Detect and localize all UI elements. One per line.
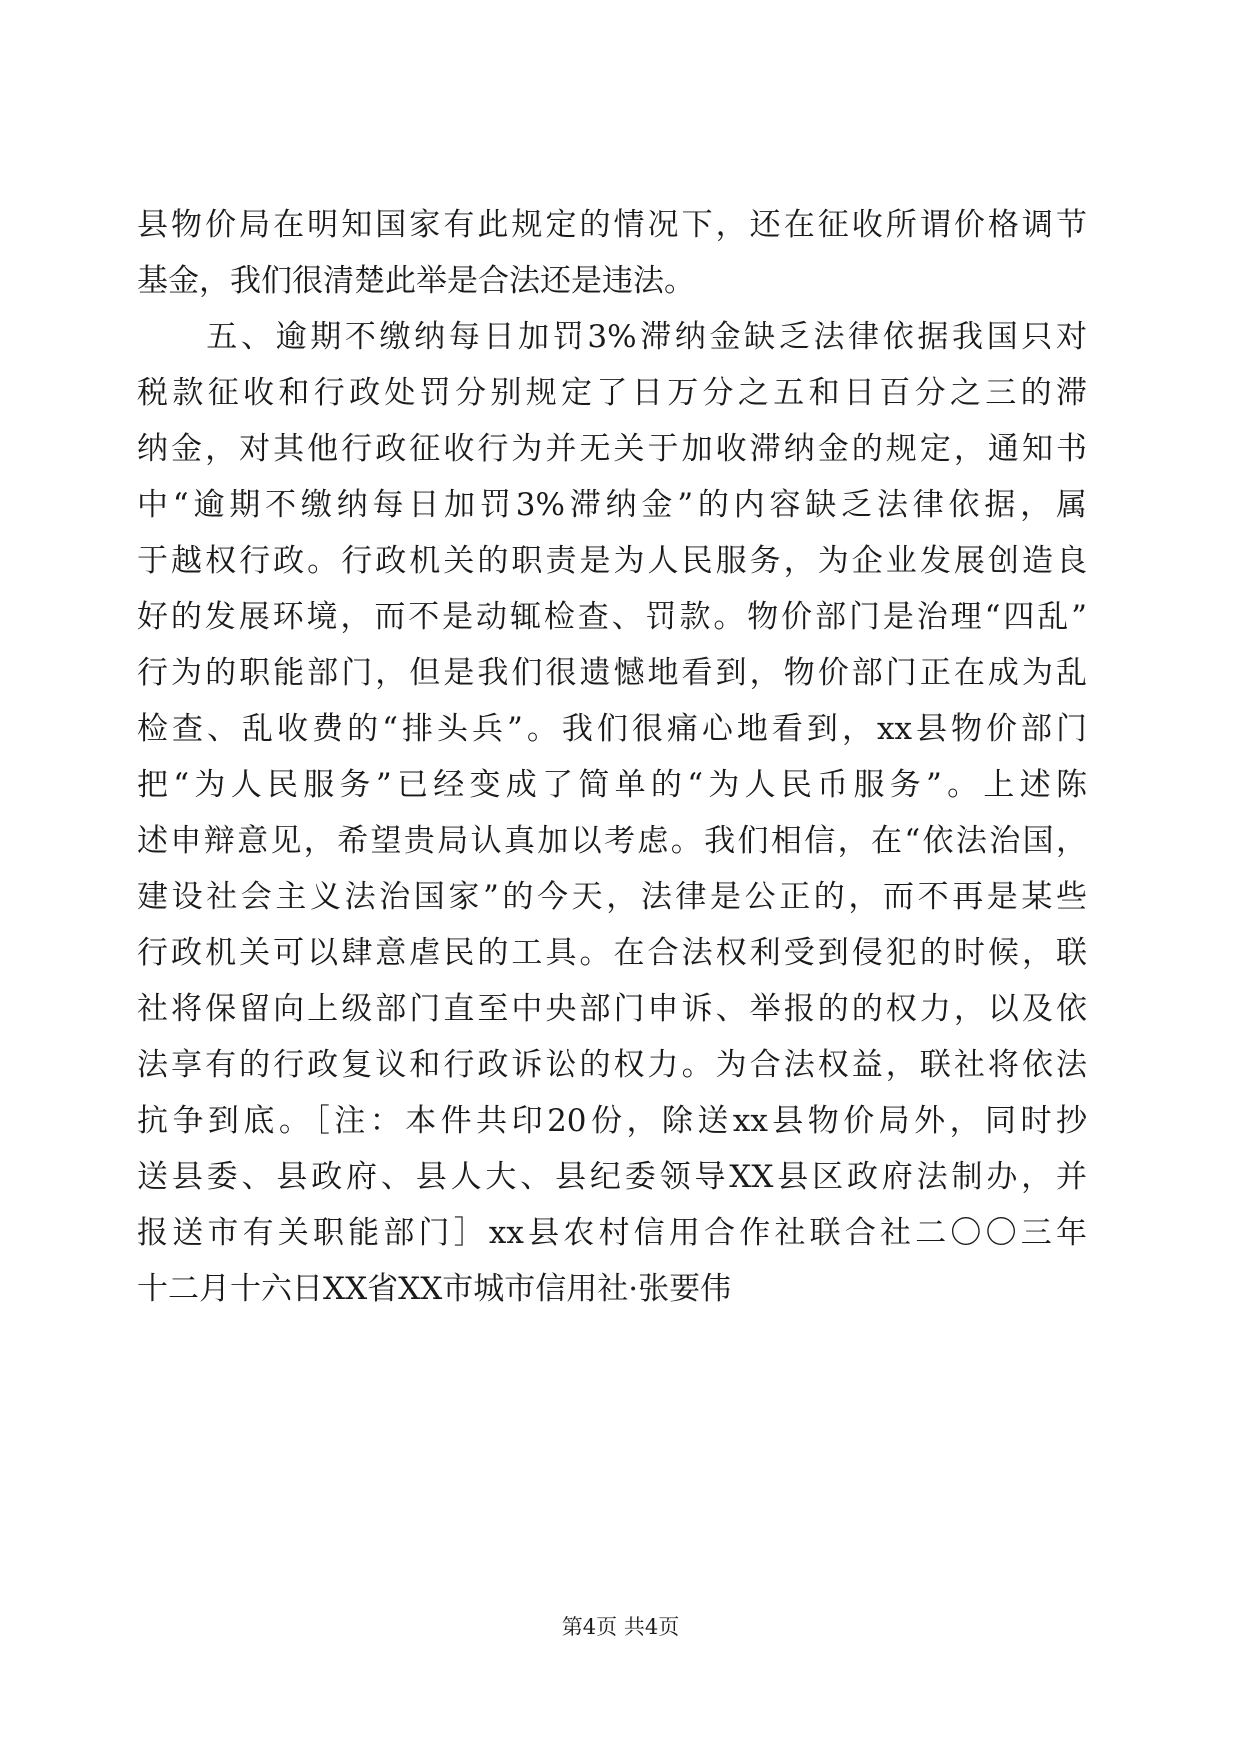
text-line-6: 中“逾期不缴纳每日加罚3%滞纳金”的内容缺乏法律依据，属 xyxy=(137,487,1087,523)
text-line-10: 检查、乱收费的“排头兵”。我们很痛心地看到，xx县物价部门 xyxy=(137,711,1087,747)
text-line-19: 报送市有关职能部门］xx县农村信用合作社联合社二〇〇三年 xyxy=(137,1215,1087,1251)
text-line-20: 十二月十六日XX省XX市城市信用社·张要伟 xyxy=(137,1271,732,1307)
text-line-4: 税款征收和行政处罚分别规定了日万分之五和日百分之三的滞 xyxy=(137,375,1087,411)
text-line-12: 述申辩意见，希望贵局认真加以考虑。我们相信，在“依法治国， xyxy=(137,823,1087,859)
text-line-15: 社将保留向上级部门直至中央部门申诉、举报的的权力，以及依 xyxy=(137,991,1087,1027)
text-line-11: 把“为人民服务”已经变成了简单的“为人民币服务”。上述陈 xyxy=(137,767,1087,803)
text-line-14: 行政机关可以肆意虐民的工具。在合法权利受到侵犯的时候，联 xyxy=(137,935,1087,971)
text-line-5: 纳金，对其他行政征收行为并无关于加收滞纳金的规定，通知书 xyxy=(137,431,1087,467)
page-number-footer: 第4页 共4页 xyxy=(561,1615,680,1639)
text-line-1: 县物价局在明知国家有此规定的情况下，还在征收所谓价格调节 xyxy=(137,207,1087,243)
text-line-3: 五、逾期不缴纳每日加罚3%滞纳金缺乏法律依据我国只对 xyxy=(137,319,1087,355)
text-line-17: 抗争到底。［注：本件共印20份，除送xx县物价局外，同时抄 xyxy=(137,1103,1087,1139)
text-line-13: 建设社会主义法治国家”的今天，法律是公正的，而不再是某些 xyxy=(137,879,1087,915)
text-line-7: 于越权行政。行政机关的职责是为人民服务，为企业发展创造良 xyxy=(137,543,1087,579)
text-line-2: 基金，我们很清楚此举是合法还是违法。 xyxy=(137,263,695,299)
text-line-18: 送县委、县政府、县人大、县纪委领导XX县区政府法制办，并 xyxy=(137,1159,1087,1195)
text-line-8: 好的发展环境，而不是动辄检查、罚款。物价部门是治理“四乱” xyxy=(137,599,1087,635)
text-line-9: 行为的职能部门，但是我们很遗憾地看到，物价部门正在成为乱 xyxy=(137,655,1087,691)
text-line-16: 法享有的行政复议和行政诉讼的权力。为合法权益，联社将依法 xyxy=(137,1047,1087,1083)
